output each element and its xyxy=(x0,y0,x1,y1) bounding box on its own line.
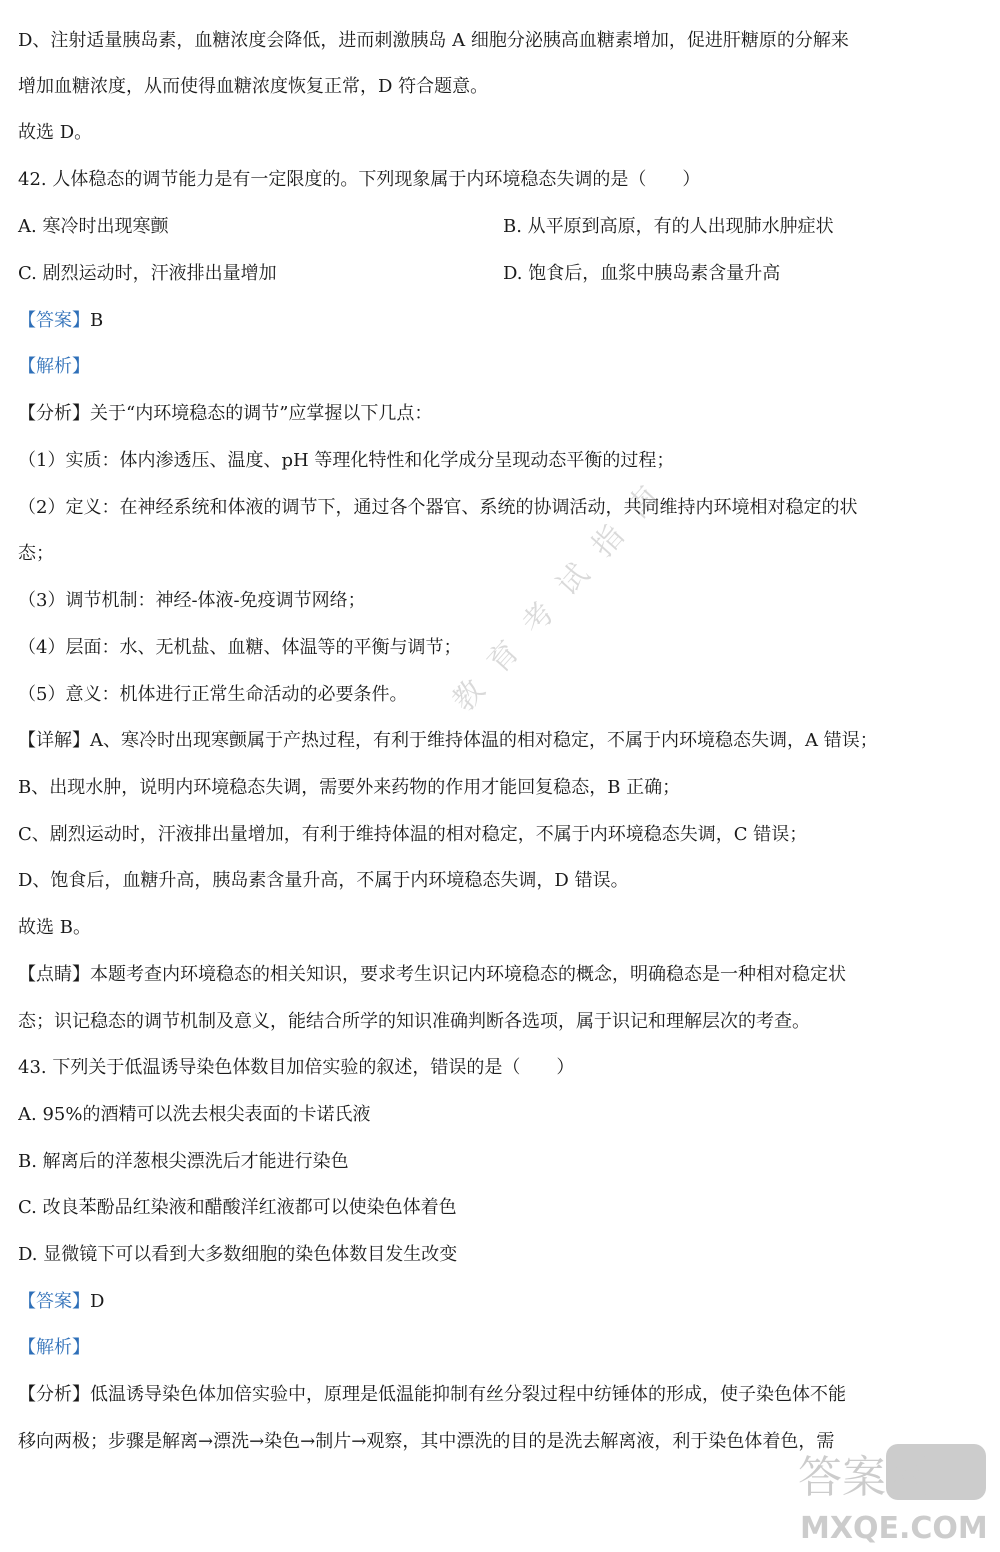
answer-value: D xyxy=(90,1291,105,1312)
text-line: C、剧烈运动时，汗液排出量增加，有利于维持体温的相对稳定，不属于内环境稳态失调，C 错误； xyxy=(18,824,808,845)
q43-option-d: D. 显微镜下可以看到大多数细胞的染色体数目发生改变 xyxy=(18,1244,458,1265)
text-line: D、注射适量胰岛素，血糖浓度会降低，进而刺激胰岛 A 细胞分泌胰高血糖素增加，促进肝糖原的分解来 xyxy=(18,30,849,51)
site-logo-watermark xyxy=(794,1438,994,1548)
text-line: （3）调节机制：神经-体液-免疫调节网络； xyxy=(18,590,366,611)
text-line: 【分析】低温诱导染色体加倍实验中，原理是低温能抑制有丝分裂过程中纺锤体的形成，使子染色体不能 xyxy=(18,1384,846,1405)
answer-line xyxy=(18,1289,988,1315)
q42-option-b: B. 从平原到高原，有的人出现肺水肿症状 xyxy=(503,216,834,237)
text-line: 移向两极；步骤是解离→漂洗→染色→制片→观察，其中漂洗的目的是洗去解离液，利于染色体着色，需 xyxy=(18,1431,835,1452)
analysis-tag: 【解析】 xyxy=(18,1337,90,1358)
answer-value: B xyxy=(90,310,104,331)
answer-tag: 【答案】 xyxy=(18,310,90,331)
question-42-stem: 42. 人体稳态的调节能力是有一定限度的。下列现象属于内环境稳态失调的是（ ） xyxy=(18,169,701,190)
q42-option-c: C. 剧烈运动时，汗液排出量增加 xyxy=(18,263,277,284)
question-43-stem: 43. 下列关于低温诱导染色体数目加倍实验的叙述，错误的是（ ） xyxy=(18,1057,575,1078)
text-line: 态；识记稳态的调节机制及意义，能结合所学的知识准确判断各选项，属于识记和理解层次的考查。 xyxy=(18,1011,810,1032)
logo-top-text: 答案圈 xyxy=(798,1452,930,1503)
text-line: （5）意义：机体进行正常生命活动的必要条件。 xyxy=(18,684,408,705)
q43-option-c: C. 改良苯酚品红染液和醋酸洋红液都可以使染色体着色 xyxy=(18,1197,457,1218)
text-line: B、出现水肿，说明内环境稳态失调，需要外来药物的作用才能回复稳态，B 正确； xyxy=(18,777,681,798)
text-line: 增加血糖浓度，从而使得血糖浓度恢复正常，D 符合题意。 xyxy=(18,76,489,97)
answer-tag: 【答案】 xyxy=(18,1291,90,1312)
text-line: （2）定义：在神经系统和体液的调节下，通过各个器官、系统的协调活动，共同维持内环境相对稳定的状 xyxy=(18,497,858,518)
q42-option-d: D. 饱食后，血浆中胰岛素含量升高 xyxy=(503,263,781,284)
text-line: 故选 D。 xyxy=(18,122,93,143)
q42-option-a: A. 寒冷时出现寒颤 xyxy=(18,216,169,237)
text-line: （4）层面：水、无机盐、血糖、体温等的平衡与调节； xyxy=(18,637,462,658)
text-line: 故选 B。 xyxy=(18,917,91,938)
q43-option-a: A. 95%的酒精可以洗去根尖表面的卡诺氏液 xyxy=(18,1104,371,1125)
logo-bottom-text: MXQE.COM xyxy=(800,1511,988,1546)
text-line: 【点睛】本题考查内环境稳态的相关知识，要求考生识记内环境稳态的概念，明确稳态是一种相对稳定状 xyxy=(18,964,846,985)
text-line: 【详解】A、寒冷时出现寒颤属于产热过程，有利于维持体温的相对稳定，不属于内环境稳态失调，A 错误； xyxy=(18,730,878,751)
watermark-text: 教育考试指南 xyxy=(445,463,681,719)
answer-line xyxy=(18,308,988,334)
text-line: （1）实质：体内渗透压、温度、pH 等理化特性和化学成分呈现动态平衡的过程； xyxy=(18,450,675,471)
text-line: D、饱食后，血糖升高，胰岛素含量升高，不属于内环境稳态失调，D 错误。 xyxy=(18,870,629,891)
q43-option-b: B. 解离后的洋葱根尖漂洗后才能进行染色 xyxy=(18,1151,349,1172)
text-line: 态； xyxy=(18,543,54,564)
text-line: 【分析】关于“内环境稳态的调节”应掌握以下几点： xyxy=(18,403,433,424)
analysis-tag: 【解析】 xyxy=(18,356,90,377)
